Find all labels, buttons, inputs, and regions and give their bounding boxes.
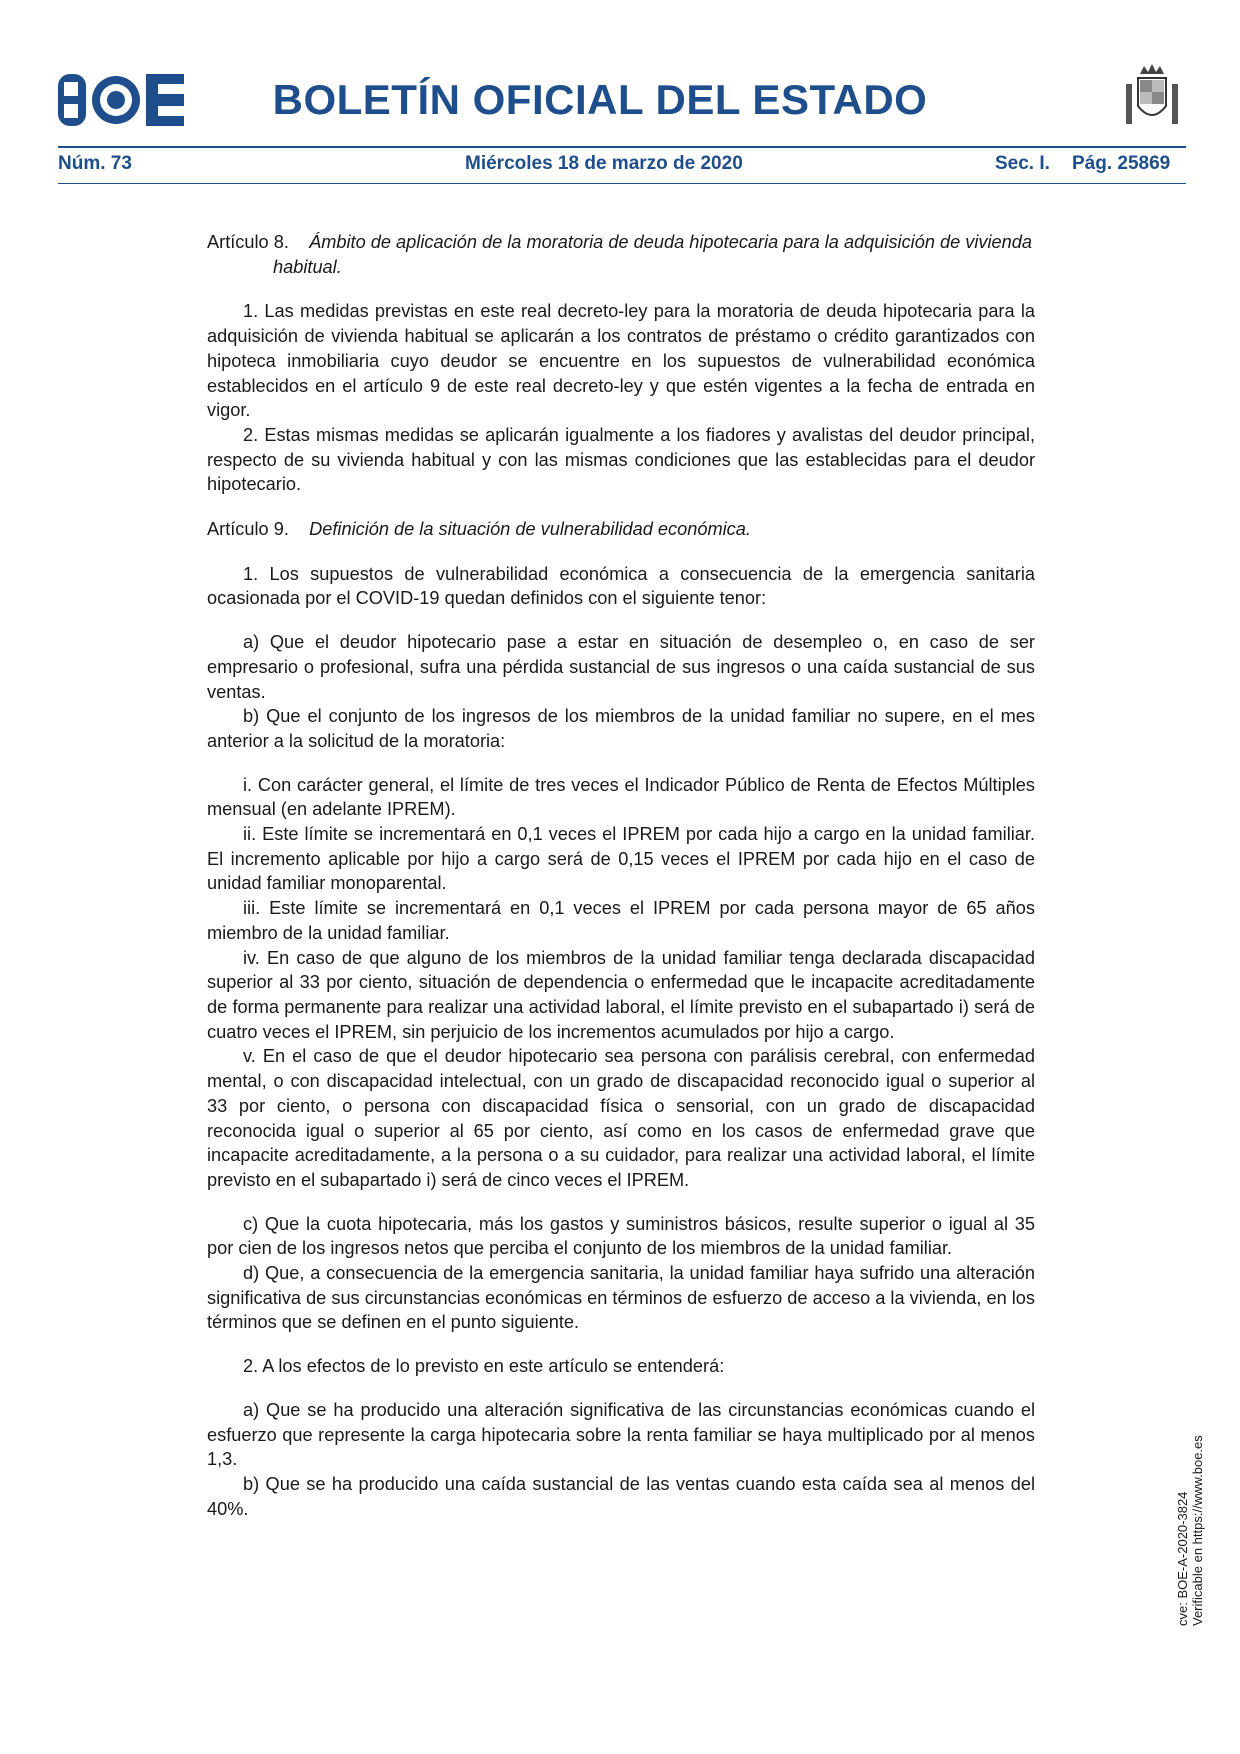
article-9-item-d: d) Que, a consecuencia de la emergencia sanitaria, la unidad familiar haya sufrido una alteración significativa de sus circunstancias económicas en términos de esfuerzo de acceso a la vivienda, en los términos que se definen en el punto siguiente. <box>207 1263 1035 1333</box>
coat-of-arms-icon <box>1118 62 1186 130</box>
cve-code: cve: BOE-A-2020-3824 <box>1175 1491 1190 1626</box>
article-8-heading <box>207 230 1035 279</box>
article-9-subitem-ii: ii. Este límite se incrementará en 0,1 veces el IPREM por cada hijo a cargo en la unidad familiar. El incremento aplicable por hijo a cargo será de 0,15 veces el IPREM por cada hijo en el caso de unidad familiar monoparental. <box>207 824 1035 894</box>
header-rule <box>58 146 1186 148</box>
article-9-title: Definición de la situación de vulnerabilidad económica. <box>309 519 751 540</box>
article-9-paragraph-2-item-b: b) Que se ha producido una caída sustancial de las ventas cuando esta caída sea al menos del 40%. <box>207 1473 1035 1519</box>
article-9-item-c: c) Que la cuota hipotecaria, más los gastos y suministros básicos, resulte superior o igual al 35 por cien de los ingresos netos que perciba el conjunto de los miembros de la unidad familiar. <box>207 1213 1035 1259</box>
article-9-label: Artículo 9. <box>207 519 289 540</box>
header-rule-bottom <box>58 183 1186 184</box>
article-9-paragraph-1: 1. Los supuestos de vulnerabilidad económica a consecuencia de la emergencia sanitaria ocasionada por el COVID-19 quedan definidos con el siguiente tenor: <box>207 563 1035 609</box>
document-body <box>207 230 1035 1521</box>
article-8-paragraph-1: 1. Las medidas previstas en este real decreto-ley para la moratoria de deuda hipotecaria para la adquisición de vivienda habitual se aplicarán a los contratos de préstamo o crédito garantizados con hipoteca inmobiliaria cuyo deudor se encuentre en los supuestos de vulnerabilidad económica establecidos en el artículo 9 de este real decreto-ley y que estén vigentes a la fecha de entrada en vigor. <box>207 301 1035 421</box>
page-number: Pág. 25869 <box>1072 153 1171 174</box>
issue-date: Miércoles 18 de marzo de 2020 <box>465 153 743 174</box>
article-9-subitem-i: i. Con carácter general, el límite de tres veces el Indicador Público de Renta de Efectos Múltiples mensual (en adelante IPREM). <box>207 774 1035 820</box>
issue-number: Núm. 73 <box>58 153 132 174</box>
article-8-paragraph-2: 2. Estas mismas medidas se aplicarán igualmente a los fiadores y avalistas del deudor principal, respecto de su vivienda habitual y con las mismas condiciones que las establecidas para el deudor hipotecario. <box>207 424 1035 495</box>
article-8-title: Ámbito de aplicación de la moratoria de deuda hipotecaria para la adquisición de vivienda habitual. <box>273 232 1033 277</box>
article-9-item-b: b) Que el conjunto de los ingresos de los miembros de la unidad familiar no supere, en el mes anterior a la solicitud de la moratoria: <box>207 706 1035 751</box>
article-9-paragraph-2-item-a: a) Que se ha producido una alteración significativa de las circunstancias económicas cuando el esfuerzo que represente la carga hipotecaria sobre la renta familiar se haya multiplicado por al menos 1,3. <box>207 1399 1035 1470</box>
section-label: Sec. I. <box>995 153 1050 174</box>
gazette-title: BOLETÍN OFICIAL DEL ESTADO <box>272 76 928 123</box>
article-9-subitem-iv: iv. En caso de que alguno de los miembros de la unidad familiar tenga declarada discapacidad superior al 33 por ciento, situación de dependencia o enfermedad que le incapacite acreditadamente de forma permanente para realizar una actividad laboral, el límite previsto en el subapartado i) será de cuatro veces el IPREM, sin perjuicio de los incrementos acumulados por hijo a cargo. <box>207 947 1035 1042</box>
verification-url: Verificable en https://www.boe.es <box>1190 1435 1205 1626</box>
verification-note <box>1175 1435 1205 1626</box>
article-8-label: Artículo 8. <box>207 232 289 252</box>
article-9-heading <box>207 517 1035 542</box>
article-9-subitem-iii: iii. Este límite se incrementará en 0,1 veces el IPREM por cada persona mayor de 65 años miembro de la unidad familiar. <box>207 898 1035 943</box>
article-9-paragraph-2: 2. A los efectos de lo previsto en este artículo se entenderá: <box>243 1356 725 1377</box>
boe-logo <box>58 74 184 126</box>
article-9-item-a: a) Que el deudor hipotecario pase a estar en situación de desempleo o, en caso de ser empresario o profesional, sufra una pérdida sustancial de sus ingresos o una caída sustancial de sus ventas. <box>207 632 1035 702</box>
article-9-subitem-v: v. En el caso de que el deudor hipotecario sea persona con parálisis cerebral, con enfermedad mental, o con discapacidad intelectual, con un grado de discapacidad reconocido igual o superior al 33 por ciento, o persona con discapacidad física o sensorial, con un grado de discapacidad reconocida igual o superior al 65 por ciento, así como en los casos de enfermedad grave que incapacite acreditadamente, a la persona o a su cuidador, para realizar una actividad laboral, el límite previsto en el subapartado i) será de cinco veces el IPREM. <box>207 1046 1035 1190</box>
